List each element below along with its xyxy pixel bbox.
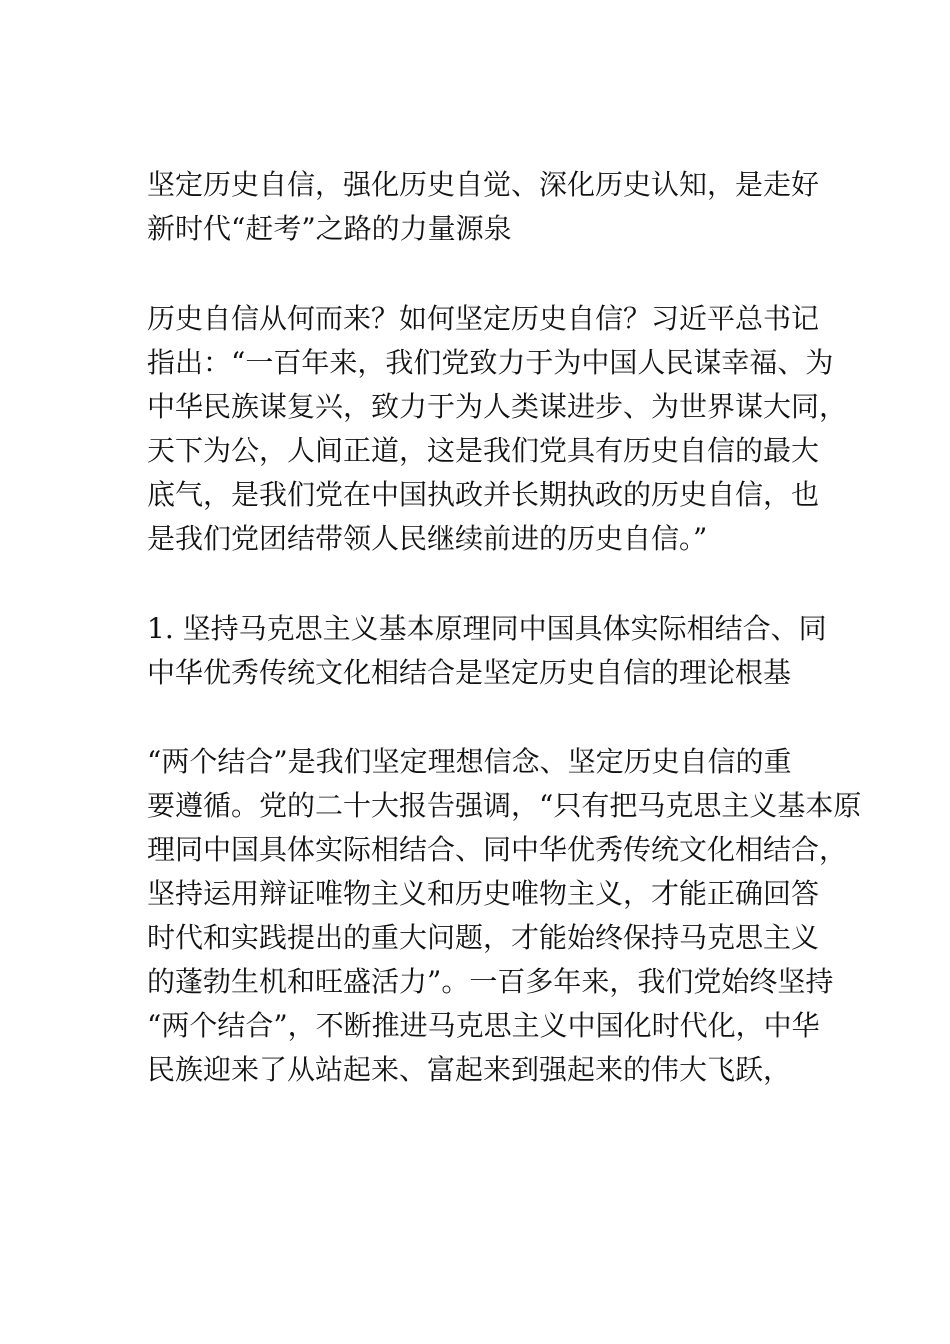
text-line: 底气，是我们党在中国执政并长期执政的历史自信，也 xyxy=(147,478,820,511)
text-line: 天下为公，人间正道，这是我们党具有历史自信的最大 xyxy=(147,434,820,467)
text-line: 坚持运用辩证唯物主义和历史唯物主义，才能正确回答 xyxy=(147,877,820,910)
text-line: 历史自信从何而来？如何坚定历史自信？习近平总书记 xyxy=(147,302,820,335)
text-line: 是我们党团结带领人民继续前进的历史自信。” xyxy=(147,522,708,555)
paragraph-heading-1 xyxy=(147,163,827,251)
text-line: 中华优秀传统文化相结合是坚定历史自信的理论根基 xyxy=(147,656,792,689)
text-line: 中华民族谋复兴，致力于为人类谋进步、为世界谋大同， xyxy=(147,390,848,423)
text-line: 理同中国具体实际相结合、同中华优秀传统文化相结合， xyxy=(147,833,848,866)
text-line: 时代和实践提出的重大问题，才能始终保持马克思主义 xyxy=(147,921,820,954)
text-line: 坚定历史自信，强化历史自觉、深化历史认知，是走好 xyxy=(147,168,820,201)
text-line: 指出：“一百年来，我们党致力于为中国人民谋幸福、为 xyxy=(147,346,834,379)
text-line: 1. 坚持马克思主义基本原理同中国具体实际相结合、同 xyxy=(147,612,827,645)
paragraph-body-1 xyxy=(147,297,848,561)
paragraph-body-2 xyxy=(147,740,862,1092)
text-line: 民族迎来了从站起来、富起来到强起来的伟大飞跃， xyxy=(147,1053,792,1086)
text-line: 新时代“赶考”之路的力量源泉 xyxy=(147,212,512,245)
paragraph-heading-2 xyxy=(147,607,827,695)
text-line: 的蓬勃生机和旺盛活力”。一百多年来，我们党始终坚持 xyxy=(147,965,834,998)
text-line: 要遵循。党的二十大报告强调，“只有把马克思主义基本原 xyxy=(147,789,862,822)
text-line: “两个结合”是我们坚定理想信念、坚定历史自信的重 xyxy=(147,745,792,778)
text-line: “两个结合”，不断推进马克思主义中国化时代化，中华 xyxy=(147,1009,820,1042)
